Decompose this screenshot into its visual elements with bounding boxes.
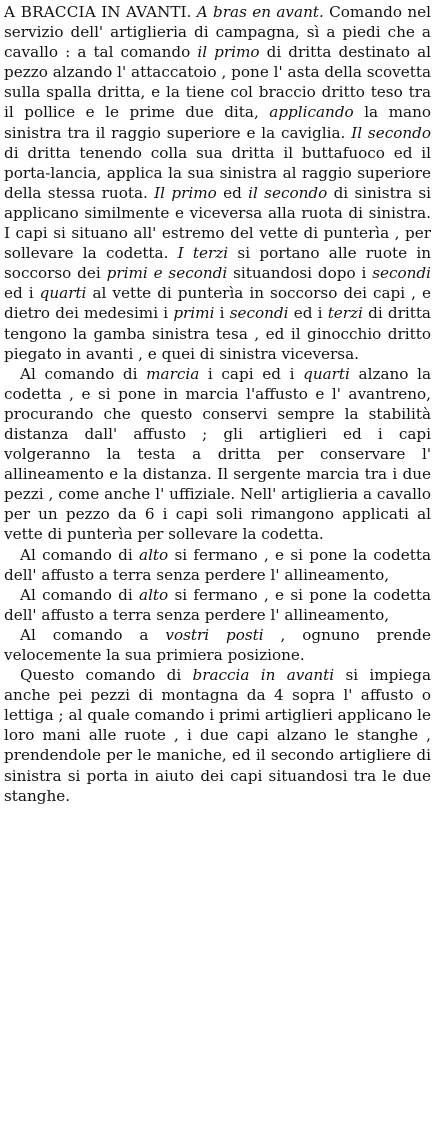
text-run: di dritta destinato al pezzo alzando l' attaccatoio , pone l' asta della scovetta sulla spalla dritta, e la tiene col braccio dritto teso tra il pollice e le prime due dita,	[4, 43, 431, 122]
entry-paragraph-5	[4, 625, 431, 665]
text-run: si impiega anche pei pezzi di montagna da 4 sopra l' affusto o lettiga ; al quale comando i primi artiglieri applicano le loro mani alle ruote , i due capi alzano le stanghe , prendendole per le maniche, ed il secondo artigliere di sinistra si porta in aiuto dei capi situandosi tra le due stanghe.	[4, 666, 431, 805]
text-run: , ognuno prende velocemente la sua primiera posizione.	[4, 625, 431, 664]
italic-term: quarti	[303, 364, 350, 383]
text-run: ed i	[288, 304, 328, 323]
text-run: alzano la codetta , e si pone in marcia l'affusto e l' avantreno, procurando che questo conservi sempre la stabilità distanza dall' affusto ; gli artiglieri ed i capi volgeranno la testa a dritta per conservare l' allineamento e la distanza. Il sergente marcia tra i due pezzi , come anche l' uffiziale. Nell' artiglieria a cavallo per un pezzo da 6 i capi soli rimangono applicati al vette di punterìa per sollevare la codetta.	[4, 364, 432, 544]
text-run: ed i	[4, 284, 40, 303]
italic-term: applicando	[269, 103, 354, 122]
italic-term: secondi	[229, 304, 289, 323]
italic-term: alto	[139, 585, 169, 604]
text-run: situandosi dopo i	[227, 264, 373, 283]
italic-term: Il primo	[154, 183, 217, 202]
italic-term: vostri posti	[165, 625, 264, 644]
entry-french-equivalent: A bras en avant.	[196, 3, 324, 21]
italic-term: il primo	[197, 43, 260, 62]
text-run: Al comando di	[20, 585, 140, 604]
text-run: di dritta tenendo colla sua dritta il buttafuoco ed il porta-lancia, applica la sua sinistra al raggio superiore della stessa ruota.	[4, 143, 431, 202]
entry-paragraph-1	[4, 2, 431, 364]
italic-term: alto	[139, 545, 169, 564]
entry-paragraph-6	[4, 665, 431, 806]
text-run: Al comando di	[20, 364, 147, 383]
text-run: Comando nel servizio dell' artiglieria di campagna, sì a piedi che a cavallo : a tal comando	[4, 3, 432, 62]
text-run: Al comando di	[20, 545, 140, 564]
text-run: la mano sinistra tra il raggio superiore e la caviglia.	[4, 103, 431, 142]
entry-headword-rest: IN AVANTI.	[101, 3, 192, 21]
italic-term: quarti	[39, 284, 87, 303]
italic-term: il secondo	[248, 183, 328, 202]
text-run: si fermano , e si pone la codetta dell' affusto a terra senza perdere l' allineamento,	[4, 585, 431, 624]
entry-paragraph-3	[4, 545, 431, 585]
entry-paragraph-2	[4, 364, 431, 545]
text-run: di dritta tengono la gamba sinistra tesa , ed il ginocchio dritto piegato in avanti , e quei di sinistra viceversa.	[4, 304, 431, 363]
italic-term: primi	[173, 304, 215, 323]
italic-term: secondi	[372, 264, 431, 283]
text-run: ed	[216, 183, 249, 202]
italic-term: marcia	[146, 364, 200, 383]
text-run: i capi ed i	[199, 364, 304, 383]
entry-paragraph-4	[4, 585, 431, 625]
text-run: si portano alle ruote in soccorso dei	[4, 244, 431, 283]
italic-term: primi e secondi	[106, 264, 228, 283]
italic-term: I terzi	[177, 244, 229, 263]
text-run: di sinistra si applicano similmente e viceversa alla ruota di sinistra. I capi si situano all' estremo del vette di punterìa , per sollevare la codetta.	[4, 183, 431, 263]
text-run: Questo comando di	[20, 666, 193, 685]
entry-headword: A BRACCIA	[4, 3, 96, 21]
text-run: i	[214, 304, 230, 323]
paragraph-body	[4, 3, 431, 363]
italic-term: terzi	[327, 304, 363, 323]
text-run: al vette di punterìa in soccorso dei capi , e dietro dei medesimi i	[4, 284, 431, 323]
italic-term: Il secondo	[351, 123, 432, 142]
italic-term: braccia in avanti	[192, 666, 335, 685]
text-run: Al comando a	[20, 625, 166, 644]
text-run: si fermano , e si pone la codetta dell' affusto a terra senza perdere l' allineamento,	[4, 545, 431, 584]
